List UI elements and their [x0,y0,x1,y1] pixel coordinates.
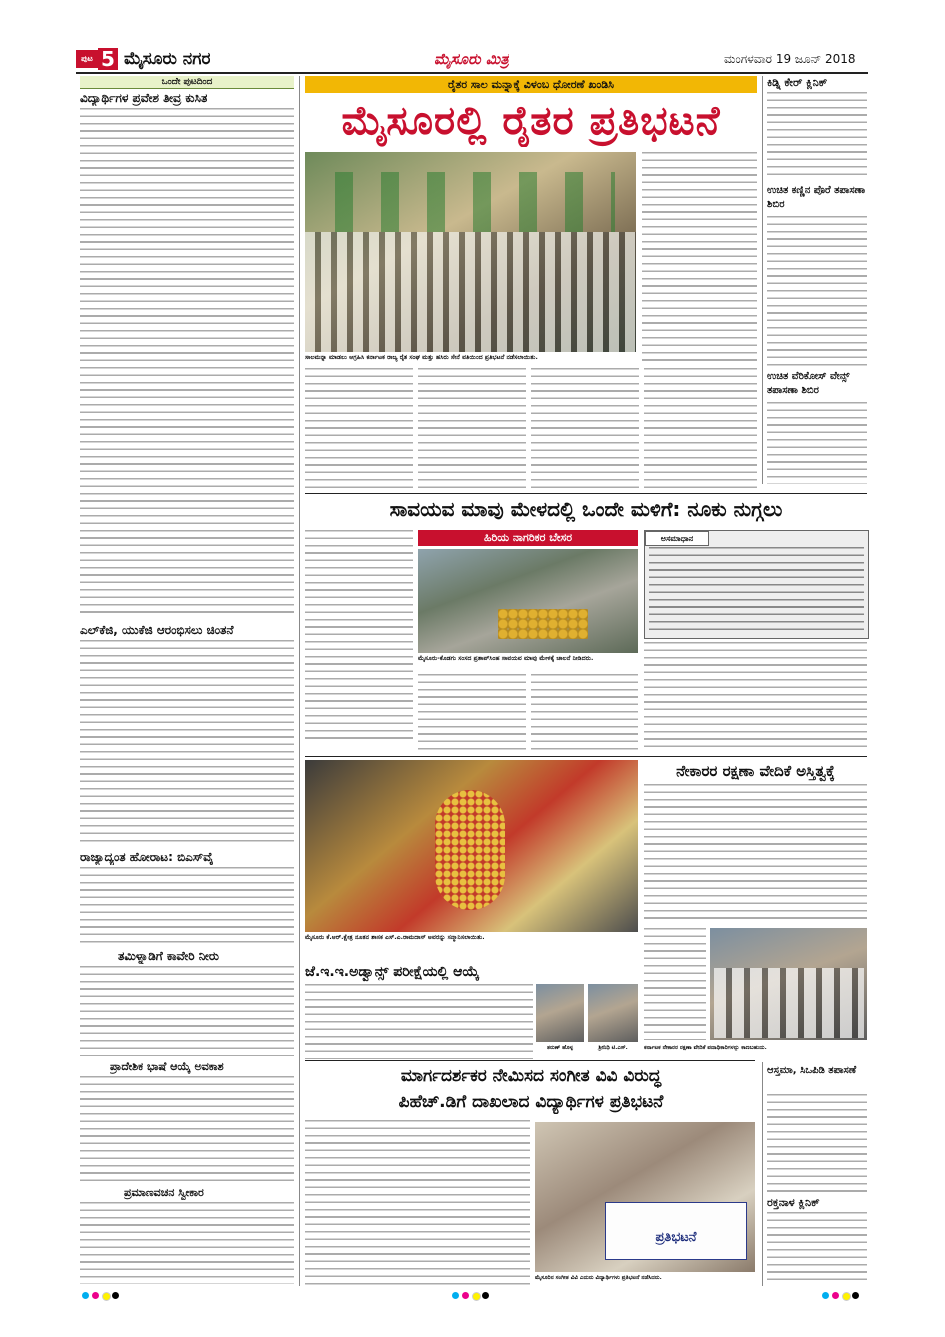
workers-headline: ನೇಕಾರರ ರಕ್ಷಣಾ ವೇದಿಕೆ ಅಸ್ತಿತ್ವಕ್ಕೆ [676,762,835,780]
right-bottom-text-1 [767,1094,867,1192]
date-line: ಮಂಗಳವಾರ 19 ಜೂನ್ 2018 [724,52,856,66]
mango-display [498,609,588,639]
masthead-rule [76,72,868,74]
jee-text [305,984,533,1059]
mango-photo [418,549,638,653]
dissent-follow-text [644,642,867,750]
music-headline-line2: ಪಿಹೆಚ್.ಡಿಗೆ ದಾಖಲಾದ ವಿದ್ಯಾರ್ಥಿಗಳ ಪ್ರತಿಭಟನೆ [398,1092,664,1112]
jee-portrait-2 [588,984,638,1042]
music-protest-banner [605,1202,747,1260]
right-bottom-text-2 [767,1212,867,1286]
workers-side-text [644,928,706,1040]
right-bottom-heading-1: ಆಸ್ತಮಾ, ಸಿಒಪಿಡಿ ತಪಾಸಣೆ [767,1065,857,1076]
music-banner-text: ಪ್ರತಿಭಟನೆ [655,1230,697,1245]
mango-text-col-3 [531,674,638,752]
mango-headline: ಸಾವಯವ ಮಾವು ಮೇಳದಲ್ಲಿ ಒಂದೇ ಮಳಿಗೆ: ನೂಕು ನುಗ್ಗಲು [389,497,783,521]
jee-portrait-1 [536,984,584,1042]
right-heading-2: ಉಚಿತ ಕಣ್ಣಿನ ಪೊರೆ ತಪಾಸಣಾ ಶಿಬಿರ [767,185,866,210]
lead-text-col-3 [531,368,639,490]
dissent-text [649,547,864,633]
mango-text-col-1 [305,530,413,740]
workers-caption: ಕರ್ನಾಟಕ ನೇಕಾರರ ರಕ್ಷಣಾ ವೇದಿಕೆ ಪದಾಧಿಕಾರಿಗಳನ್ನು ಕಾಣಬಹುದು. [644,1045,767,1051]
music-caption: ಮೈಸೂರಿನ ಸಂಗೀತ ವಿವಿ ಎದುರು ವಿದ್ಯಾರ್ಥಿಗಳು ಪ್ರತಿಭಟನೆ ನಡೆಸಿದರು. [535,1275,662,1281]
right-bottom-heading-2: ರಕ್ತನಾಳ ಕ್ಲಿನಿಕ್ [767,1196,820,1209]
black-dot [852,1292,859,1299]
mango-sub-banner [418,530,638,546]
left-heading-6: ಪ್ರಮಾಣವಚನ ಸ್ವೀಕಾರ [124,1186,204,1199]
jee-portrait-caption-2: ಶ್ರೀನಿಧಿ ಟಿ.ಎಸ್. [598,1045,628,1051]
left-heading-1: ವಿದ್ಯಾರ್ಥಿಗಳ ಪ್ರವೇಶ ತೀವ್ರ ಕುಸಿತ [80,91,208,105]
paper-logo: ಮೈಸೂರು ಮಿತ್ರ [434,50,509,68]
page-label: ಪುಟ [76,50,98,68]
left-text-block-6 [80,1202,294,1284]
black-dot [112,1292,119,1299]
cyan-dot [822,1292,829,1299]
left-text-block-4 [80,966,294,1056]
magenta-dot [462,1292,469,1299]
garland [435,790,505,910]
lead-text-col-4 [644,368,757,490]
right-text-block-3 [767,402,867,484]
left-banner-text: ಒಂದೇ ಪುಟದಿಂದ [161,77,213,87]
protest-crowd [305,232,636,352]
registration-marks-bottom-right [822,1292,862,1300]
black-dot [482,1292,489,1299]
left-heading-3: ರಾಜ್ಯಾದ್ಯಂತ ಹೋರಾಟ: ಬಿಎಸ್‌ವೈ [80,850,214,864]
registration-marks-bottom-left [82,1292,122,1300]
lead-kicker-bar [305,76,757,93]
lead-kicker: ರೈತರ ಸಾಲ ಮನ್ನಾಕ್ಕೆ ವಿಳಂಬ ಧೋರಣೆ ಖಂಡಿಸಿ [447,78,615,91]
mango-photo-caption: ಮೈಸೂರು-ಕೊಡಗು ಸಂಸದ ಪ್ರತಾಪ್‌ಸಿಂಹ ಸಾವಯವ ಮಾವು ಮೇಳಕ್ಕೆ ಚಾಲನೆ ನೀಡಿದರು. [418,655,594,662]
right-column-divider [762,76,763,484]
lead-text-col-1 [305,368,413,490]
workers-photo [710,928,867,1040]
right-heading-3: ಉಚಿತ ವೆರಿಕೋಸ್ ವೇನ್ಸ್ ತಪಾಸಣಾ ಶಿಬಿರ [767,371,850,396]
section-title: ಮೈಸೂರು ನಗರ [124,49,211,69]
mango-sub-banner-text: ಹಿರಿಯ ನಾಗರಿಕರ ಬೇಸರ [483,531,573,544]
lead-side-text [642,152,757,362]
music-top-rule [305,1060,755,1061]
right-heading-1: ಕಿಡ್ನಿ ಕೇರ್ ಕ್ಲಿನಿಕ್ [767,76,828,89]
left-heading-2: ಎಲ್‌ಕೆಜಿ, ಯುಕೆಜಿ ಆರಂಭಿಸಲು ಚಿಂತನೆ [80,623,234,637]
lead-text-col-2 [418,368,526,490]
felicitation-photo [305,760,638,932]
felicitation-caption: ಮೈಸೂರು ಕೆ.ಆರ್.ಕ್ಷೇತ್ರ ನೂತನ ಶಾಸಕ ಎಸ್.ಎ.ರಾಮದಾಸ್ ಅವರನ್ನು ಸನ್ಮಾನಿಸಲಾಯಿತು. [305,934,485,941]
magenta-dot [832,1292,839,1299]
music-text-col-1 [305,1120,530,1286]
left-heading-4: ತಮಿಳ್ನಾಡಿಗೆ ಕಾವೇರಿ ನೀರು [118,949,219,963]
yellow-dot [472,1292,481,1301]
yellow-dot [842,1292,851,1301]
jee-portrait-caption-1: ತರುಣ್ ಹೊಳ್ಳ [547,1045,573,1051]
cyan-dot [452,1292,459,1299]
workers-text [644,784,867,924]
registration-marks-bottom-center [452,1292,492,1300]
music-photo [535,1122,755,1272]
page-number: 5 [98,48,118,70]
music-headline-line1: ಮಾರ್ಗದರ್ಶಕರ ನೇಮಿಸದ ಸಂಗೀತ ವಿವಿ ವಿರುದ್ಧ [400,1066,662,1086]
dissent-label: ಅಸಮಾಧಾನ [645,531,709,546]
right-text-block-1 [767,92,867,180]
cyan-dot [82,1292,89,1299]
left-column-banner [80,76,294,89]
left-text-block-5 [80,1076,294,1182]
left-text-block-3 [80,867,294,944]
workers-group [714,968,864,1038]
protest-flags [335,172,615,232]
left-text-block-1 [80,108,294,616]
jee-headline: ಜೆ.ಇ.ಇ.ಅಡ್ವಾನ್ಸ್ ಪರೀಕ್ಷೆಯಲ್ಲಿ ಆಯ್ಕೆ [305,964,480,980]
left-text-block-2 [80,640,294,845]
yellow-dot [102,1292,111,1301]
mango-text-col-2 [418,674,526,752]
masthead [72,46,872,72]
mango-top-rule [305,493,867,494]
lead-photo [305,152,636,352]
right-bottom-divider [762,1062,763,1286]
right-text-block-2 [767,216,867,366]
mid-rule [305,756,867,757]
lead-photo-caption: ಸಾಲಮನ್ನಾ ಮಾಡಲು ಆಗ್ರಹಿಸಿ ಕರ್ನಾಟಕ ರಾಜ್ಯ ರೈತ ಸಂಘ ಮತ್ತು ಹಸಿರು ಸೇನೆ ವತಿಯಿಂದ ಪ್ರತಿಭಟನೆ ನಡೆಸಲಾಯಿತು. [305,354,538,361]
dissent-box [644,530,869,639]
magenta-dot [92,1292,99,1299]
lead-headline: ಮೈಸೂರಲ್ಲಿ ರೈತರ ಪ್ರತಿಭಟನೆ [341,98,721,144]
left-heading-5: ಪ್ರಾದೇಶಿಕ ಭಾಷೆ ಆಯ್ಕೆ ಅವಕಾಶ [110,1060,224,1073]
left-column-divider [299,76,300,1286]
